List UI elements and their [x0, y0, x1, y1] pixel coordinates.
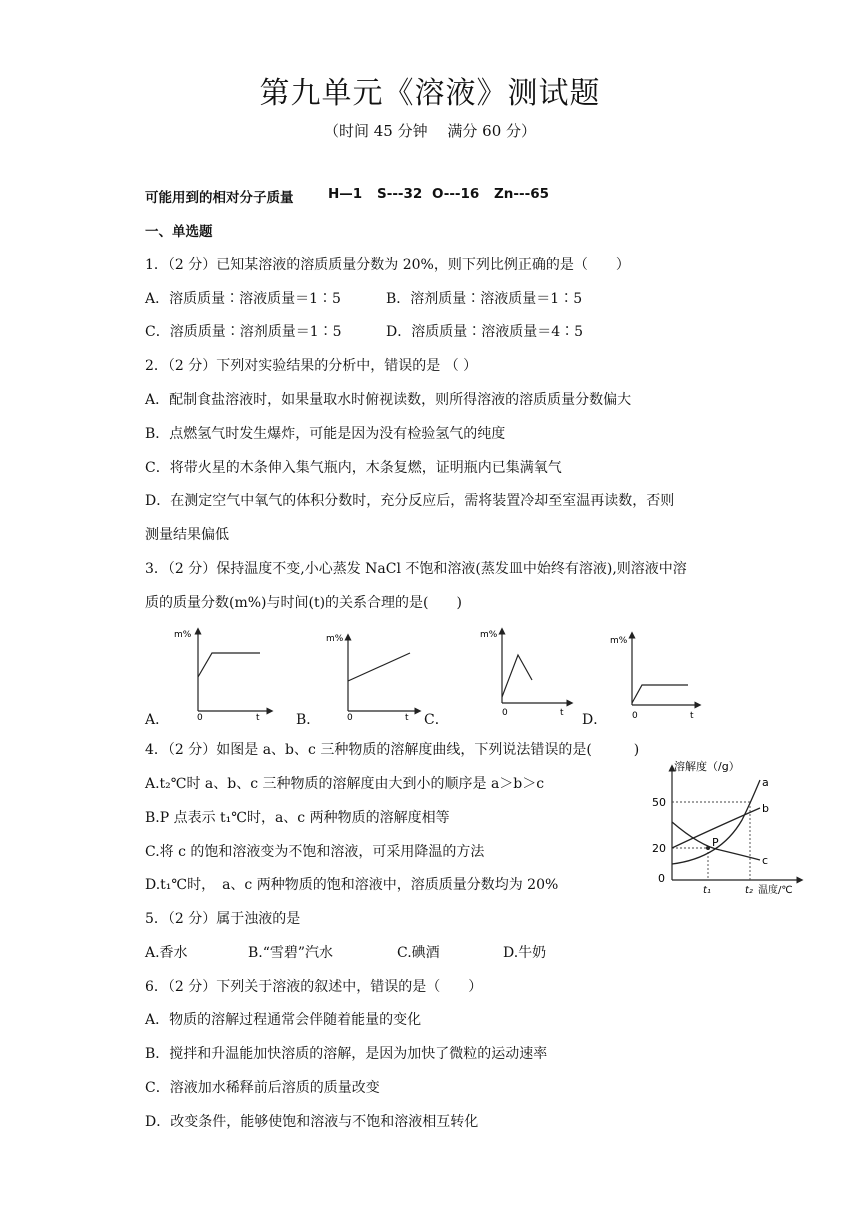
q4-tick-0: 0: [658, 872, 665, 885]
atomic-mass-h: H—1: [328, 186, 363, 202]
q3-stem-cont: 质的质量分数(m%)与时间(t)的关系合理的是( ): [145, 595, 462, 611]
q4-option-c: C.将 c 的饱和溶液变为不饱和溶液，可采用降温的方法: [145, 844, 485, 860]
q3-graph-c-ylabel: m%: [480, 630, 498, 640]
q3-graph-c: [480, 630, 570, 718]
q2-option-d-cont: 测量结果偏低: [145, 527, 229, 543]
q3-stem: 3．（2 分）保持温度不变,小心蒸发 NaCl 不饱和溶液(蒸发皿中始终有溶液),则溶液中溶: [145, 561, 687, 577]
q3-option-b-label: B．: [296, 712, 321, 728]
q3-graph-b-origin: 0: [347, 713, 353, 723]
q4-series-b-label: b: [762, 802, 769, 815]
q3-graph-b-xlabel: t: [405, 713, 409, 723]
q4-point-p-label: P: [712, 836, 719, 849]
atomic-mass-zn: Zn---65: [494, 186, 549, 202]
q3-graph-b-curve: [348, 653, 410, 681]
q3-graph-d: [610, 635, 698, 721]
q4-tick-20: 20: [652, 842, 666, 855]
q5-option-a: A.香水: [145, 945, 188, 961]
q1-stem: 1．（2 分）已知某溶液的溶质质量分数为 20%，则下列比例正确的是（ ）: [145, 257, 630, 273]
q4-tick-t1: t₁: [703, 885, 711, 896]
q6-stem: 6．（2 分）下列关于溶液的叙述中，错误的是（ ）: [145, 979, 483, 995]
q2-option-a: A．配制食盐溶液时，如果量取水时俯视读数，则所得溶液的溶质质量分数偏大: [145, 392, 632, 408]
q3-graph-a-curve: [198, 653, 260, 677]
page-title: 第九单元《溶液》测试题: [259, 76, 601, 111]
q4-x-label: 温度/℃: [758, 885, 793, 896]
q6-option-c: C．溶液加水稀释前后溶质的质量改变: [145, 1080, 380, 1096]
q6-option-d: D．改变条件，能够使饱和溶液与不饱和溶液相互转化: [145, 1114, 479, 1130]
q3-graph-a-xlabel: t: [256, 713, 260, 723]
q3-graph-d-curve: [632, 685, 688, 703]
q4-option-d: D.t₁℃时， a、c 两种物质的饱和溶液中，溶质质量分数均为 20%: [145, 877, 559, 893]
q4-option-a: A.t₂℃时 a、b、c 三种物质的溶解度由大到小的顺序是 a＞b＞c: [145, 776, 545, 792]
q3-graph-b: [326, 634, 418, 723]
q4-option-b: B.P 点表示 t₁℃时，a、c 两种物质的溶解度相等: [145, 810, 450, 826]
q5-option-d: D.牛奶: [503, 945, 547, 961]
q4-stem: 4．（2 分）如图是 a、b、c 三种物质的溶解度曲线，下列说法错误的是( ): [145, 742, 640, 758]
atomic-mass-label: 可能用到的相对分子质量: [145, 190, 294, 206]
q3-graph-d-xlabel: t: [690, 711, 694, 721]
q1-option-a: A．溶质质量∶溶液质量＝1∶5: [145, 291, 341, 307]
q3-graph-a-ylabel: m%: [174, 630, 192, 640]
atomic-mass-o: O---16: [432, 186, 480, 202]
q3-graph-c-curve: [502, 655, 532, 697]
q3-option-d-label: D．: [582, 712, 608, 728]
q4-y-label: 溶解度（/g）: [674, 760, 740, 773]
q4-tick-50: 50: [652, 796, 666, 809]
q4-point-p-marker: [706, 846, 710, 850]
q3-option-c-label: C．: [424, 712, 449, 728]
q3-graph-b-ylabel: m%: [326, 634, 344, 644]
q1-option-c: C．溶质质量∶溶剂质量＝1∶5: [145, 324, 342, 340]
q1-option-b: B．溶剂质量∶溶液质量＝1∶5: [386, 291, 583, 307]
q3-graph-a-origin: 0: [197, 713, 203, 723]
q4-solubility-chart: [650, 760, 815, 900]
q2-option-b: B．点燃氢气时发生爆炸，可能是因为没有检验氢气的纯度: [145, 426, 506, 442]
q6-option-b: B．搅拌和升温能加快溶质的溶解，是因为加快了微粒的运动速率: [145, 1046, 548, 1062]
page-subtitle: （时间 45 分钟 满分 60 分）: [323, 122, 536, 140]
q2-stem: 2．（2 分）下列对实验结果的分析中，错误的是 （ ）: [145, 358, 478, 374]
q4-series-c-label: c: [762, 854, 769, 867]
q3-graph-a: [174, 630, 270, 723]
q3-graph-d-origin: 0: [632, 711, 638, 721]
q5-option-c: C.碘酒: [397, 945, 440, 961]
q3-graph-c-origin: 0: [502, 708, 508, 718]
q4-curve-a: [672, 780, 760, 864]
q1-option-d: D．溶质质量∶溶液质量＝4∶5: [386, 324, 584, 340]
q5-stem: 5．（2 分）属于浊液的是: [145, 911, 301, 927]
section-title: 一、单选题: [145, 224, 213, 240]
q3-graph-c-xlabel: t: [560, 708, 564, 718]
q6-option-a: A．物质的溶解过程通常会伴随着能量的变化: [145, 1012, 422, 1028]
q4-tick-t2: t₂: [745, 885, 753, 896]
atomic-mass-s: S---32: [377, 186, 423, 202]
q3-graph-d-ylabel: m%: [610, 636, 628, 646]
q2-option-c: C．将带火星的木条伸入集气瓶内，木条复燃，证明瓶内已集满氧气: [145, 460, 562, 476]
q3-option-a-label: A．: [145, 712, 170, 728]
q2-option-d: D．在测定空气中氧气的体积分数时，充分反应后，需将装置冷却至室温再读数，否则: [145, 493, 675, 509]
q5-option-b: B.“雪碧”汽水: [248, 945, 334, 961]
q4-series-a-label: a: [762, 776, 769, 789]
